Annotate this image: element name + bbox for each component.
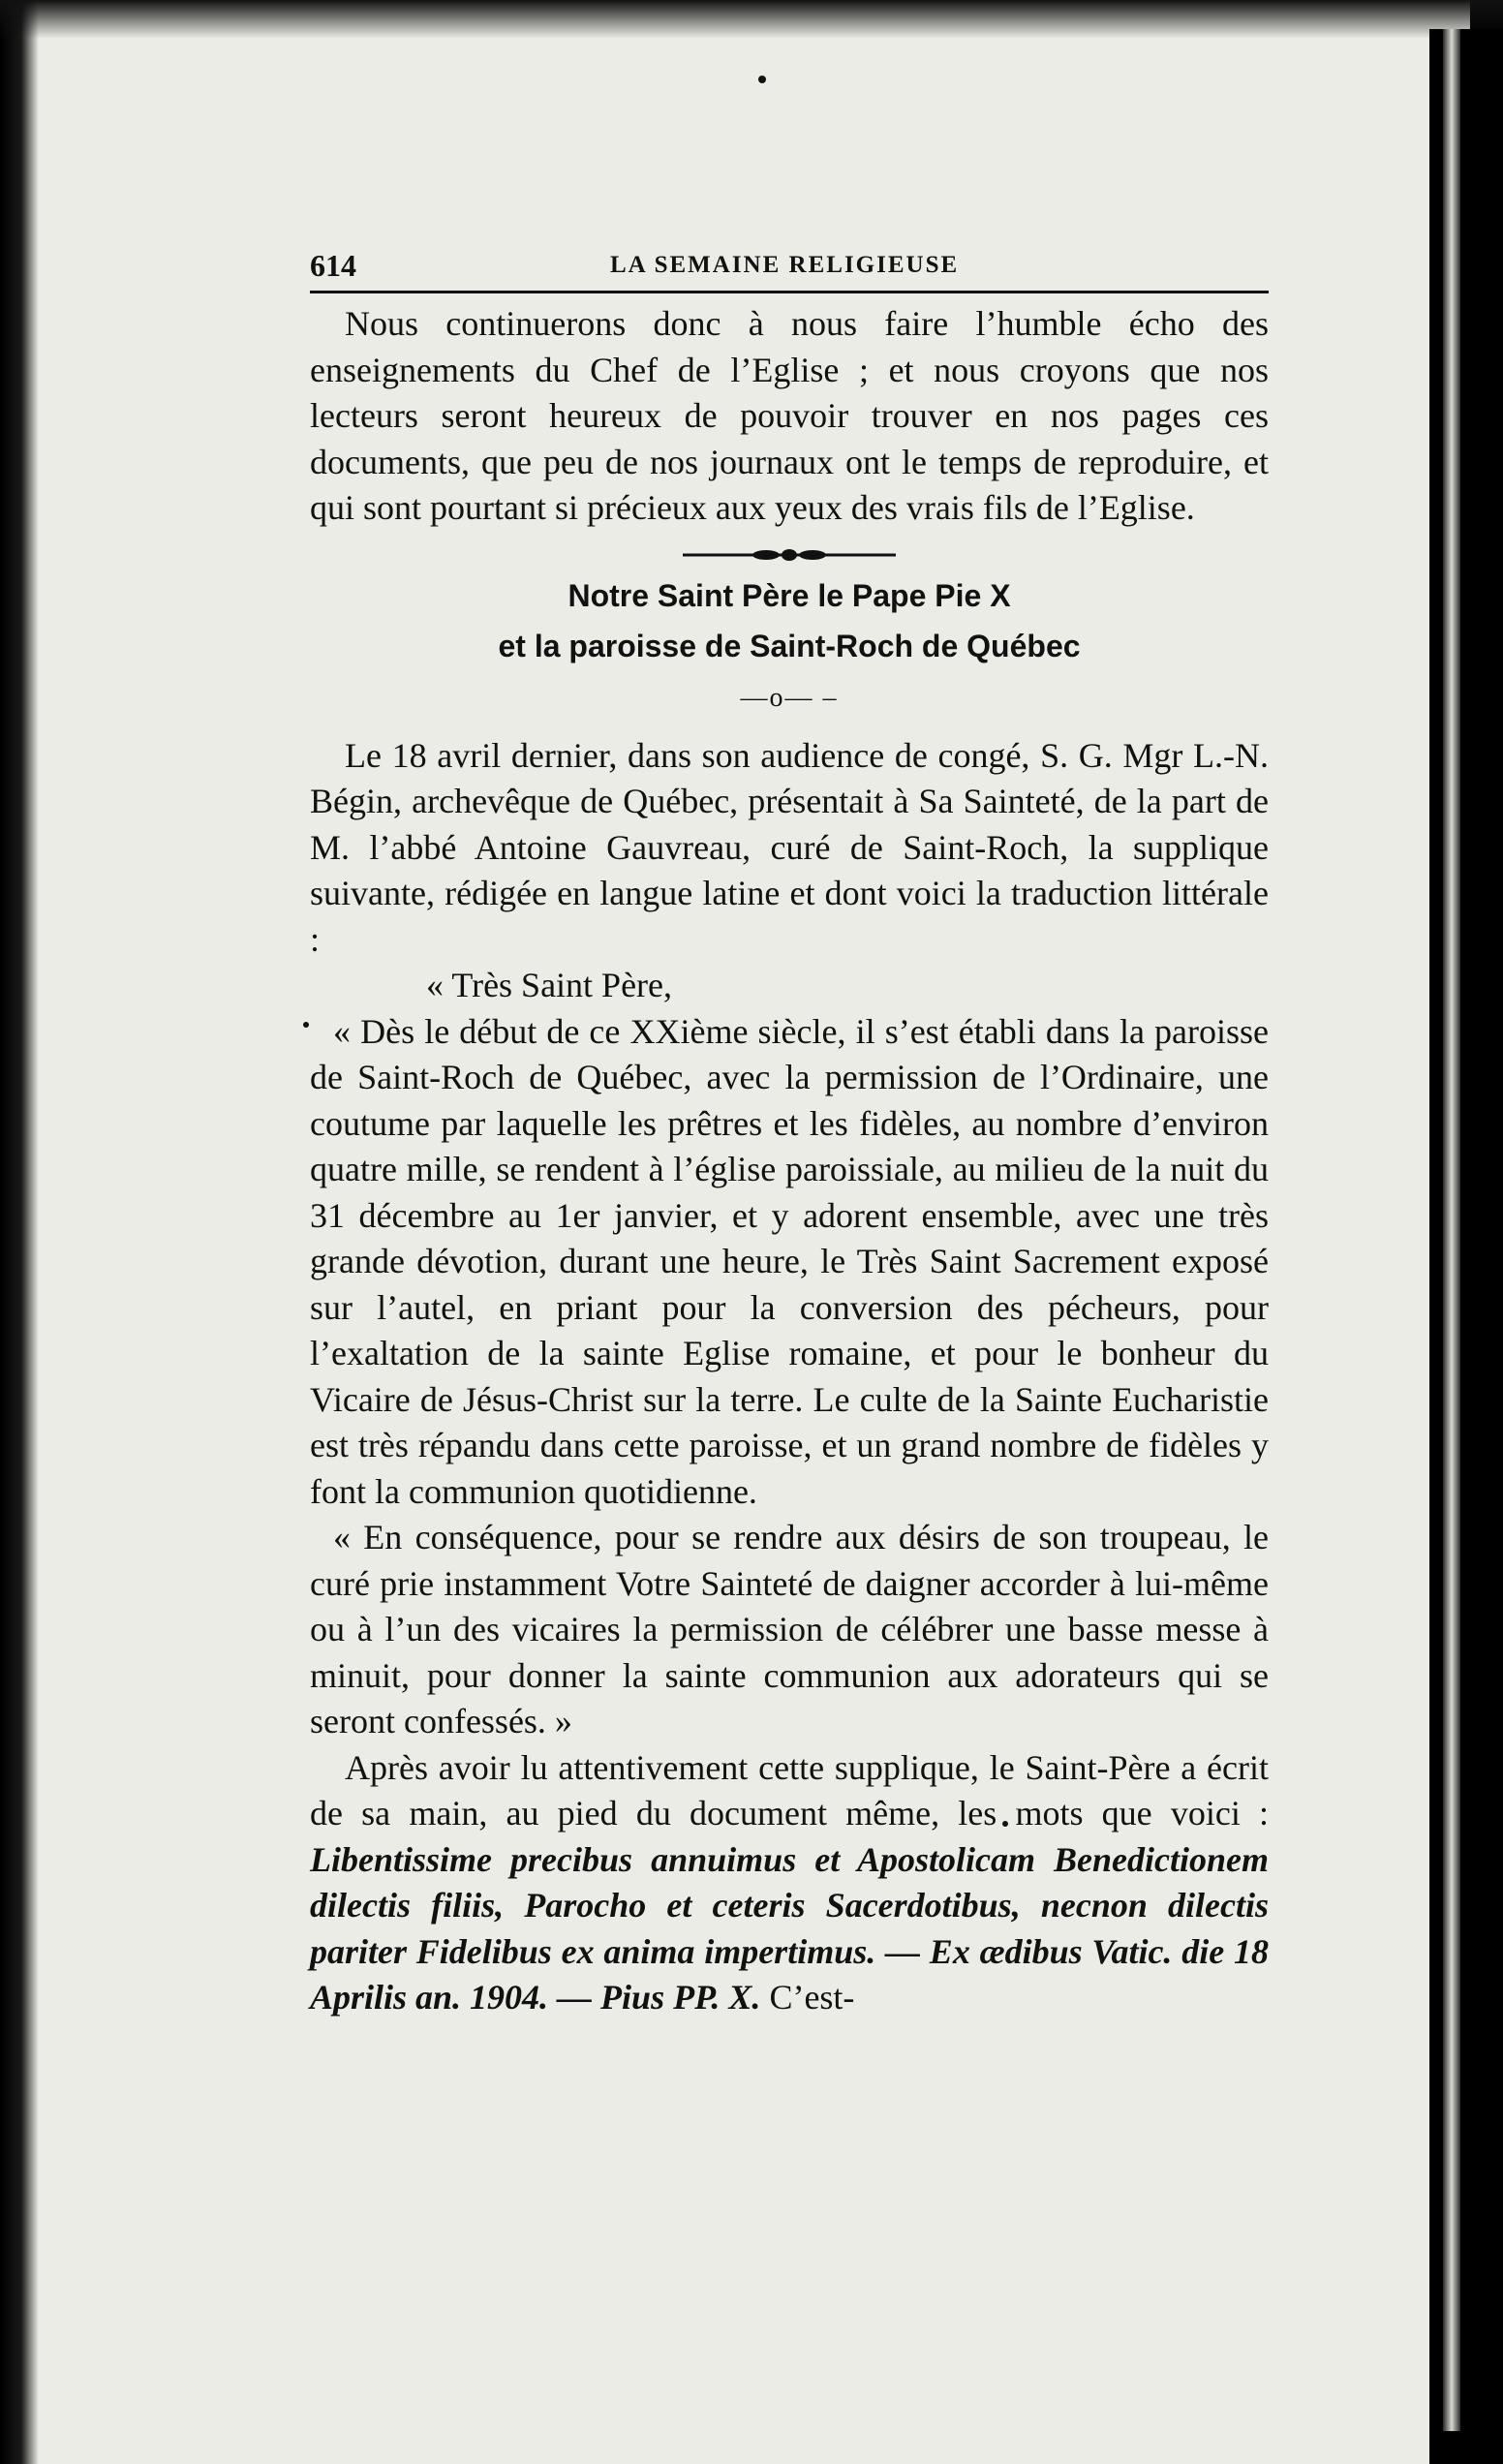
article-paragraph-1: Le 18 avril dernier, dans son audience de congé, S. G. Mgr L.-N. Bégin, archevêque de Québec, présentait à Sa Sainteté, de la part de M. l’abbé Antoine Gauvreau, curé de Saint-Roch, la supplique suivante, rédigée en langue latine et dont voici la traduction littérale :	[310, 735, 1269, 959]
article-title-line-2: et la paroisse de Saint-Roch de Québec	[498, 628, 1081, 663]
closing-paragraph	[310, 1745, 1269, 2021]
papal-rescript-latin: Libentissime precibus annuimus et Apostolicam Benedictionem dilectis filiis, Parocho et ceteris Sacerdotibus, necnon dilectis pariter Fidelibus ex anima impertimus. — Ex ædibus Vatic. die 18 Aprilis an. 1904. — Pius PP. X.	[310, 1839, 1269, 2017]
trailing-word: C’est-	[769, 1978, 855, 2017]
scan-right-border	[1429, 29, 1503, 2464]
petition-salutation: « Très Saint Père,	[426, 966, 673, 1004]
ink-speck	[303, 1022, 309, 1028]
closing-intro: Après avoir lu attentivement cette supplique, le Saint-Père a écrit de sa main, au pied du document même, les mots que voici :	[310, 1747, 1269, 1833]
page-number: 614	[310, 248, 356, 283]
petition-paragraph-1: « Dès le début de ce XXième siècle, il s’est établi dans la paroisse de Saint-Roch de Québec, avec la permission de l’Ordinaire, une coutume par laquelle les prêtres et les fidèles, au nombre d’environ quatre mille, se rendent à l’église paroissiale, au milieu de la nuit du 31 décembre au 1er janvier, et y adorent ensemble, avec une très grande dévotion, durant une heure, le Très Saint Sacrement exposé sur l’autel, en priant pour la conversion des pécheurs, pour l’exaltation de la sainte Eglise romaine, et pour le bonheur du Vicaire de Jésus-Christ sur la terre. Le culte de la Sainte Eucharistie est très répandu dans cette paroisse, et un grand nombre de fidèles y font la communion quotidienne.	[310, 1011, 1269, 1511]
scan-left-shadow	[0, 0, 39, 2464]
article-title-line-1: Notre Saint Père le Pape Pie X	[567, 577, 1011, 613]
publication-title: LA SEMAINE RELIGIEUSE	[610, 252, 960, 278]
ornament-divider	[683, 545, 896, 565]
document-page	[310, 242, 1269, 2373]
intro-paragraph: Nous continuerons donc à nous faire l’humble écho des enseignements du Chef de l’Eglise ; et nous croyons que nos lecteurs seront heureux de pouvoir trouver en nos pages ces documents, que peu de nos journaux ont le temps de reproduire, et qui sont pourtant si précieux aux yeux des vrais fils de l’Eglise.	[310, 304, 1269, 527]
scan-top-shadow	[0, 0, 1503, 39]
ink-speck	[758, 76, 766, 83]
section-separator: —o— –	[740, 682, 839, 713]
adjacent-page-edge	[1443, 29, 1460, 2431]
petition-paragraph-2: « En conséquence, pour se rendre aux désirs de son troupeau, le curé prie instamment Votre Sainteté de daigner accorder à lui-même ou à l’un des vicaires la permission de célébrer une basse messe à minuit, pour donner la sainte communion aux adorateurs qui se seront confessés. »	[310, 1518, 1269, 1740]
running-head	[310, 242, 1269, 293]
